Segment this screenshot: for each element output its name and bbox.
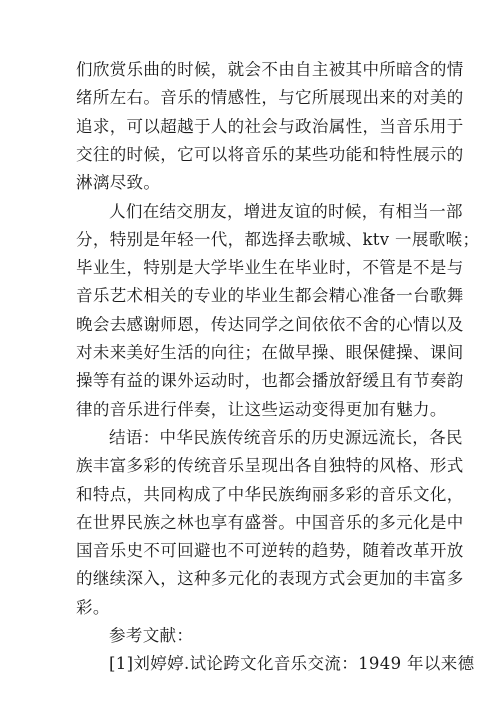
reference-entry: [1]刘婷婷.试论跨文化音乐交流：1949 年以来德 bbox=[109, 654, 475, 674]
text-line: 分，特别是年轻一代，都选择去歌城、ktv 一展歌喉； bbox=[76, 229, 480, 249]
text-line: 在世界民族之林也享有盛誉。中国音乐的多元化是中 bbox=[76, 512, 464, 532]
text-line: 交往的时候，它可以将音乐的某些功能和特性展示的 bbox=[76, 144, 464, 164]
text-line: 和特点，共同构成了中华民族绚丽多彩的音乐文化， bbox=[76, 484, 464, 504]
text-line: 晚会去感谢师恩，传达同学之间依依不舍的心情以及 bbox=[76, 314, 464, 334]
text-line: 对未来美好生活的向往；在做早操、眼保健操、课间 bbox=[76, 343, 464, 362]
text-line: 彩。 bbox=[76, 597, 110, 617]
text-line: 绪所左右。音乐的情感性，与它所展现出来的对美的 bbox=[76, 88, 464, 108]
text-line: 追求，可以超越于人的社会与政治属性，当音乐用于 bbox=[76, 116, 464, 136]
text-line: 国音乐史不可回避也不可逆转的趋势，随着改革开放 bbox=[76, 541, 464, 561]
paragraph-first-line: 结语：中华民族传统音乐的历史源远流长，各民 bbox=[109, 427, 463, 447]
text-line: 族丰富多彩的传统音乐呈现出各自独特的风格、形式 bbox=[76, 456, 464, 476]
text-line: 的继续深入，这种多元化的表现方式会更加的丰富多 bbox=[76, 569, 464, 589]
text-line: 淋漓尽致。 bbox=[76, 173, 161, 193]
references-heading: 参考文献： bbox=[109, 626, 194, 645]
text-line: 毕业生，特别是大学毕业生在毕业时，不管是不是与 bbox=[76, 258, 464, 278]
text-line: 音乐艺术相关的专业的毕业生都会精心准备一台歌舞 bbox=[76, 286, 464, 306]
text-line: 律的音乐进行伴奏，让这些运动变得更加有魅力。 bbox=[76, 399, 447, 419]
text-line: 操等有益的课外运动时，也都会播放舒缓且有节奏韵 bbox=[76, 371, 464, 391]
text-line: 们欣赏乐曲的时候，就会不由自主被其中所暗含的情 bbox=[76, 60, 464, 79]
paragraph-first-line: 人们在结交朋友，增进友谊的时候，有相当一部 bbox=[109, 201, 463, 221]
